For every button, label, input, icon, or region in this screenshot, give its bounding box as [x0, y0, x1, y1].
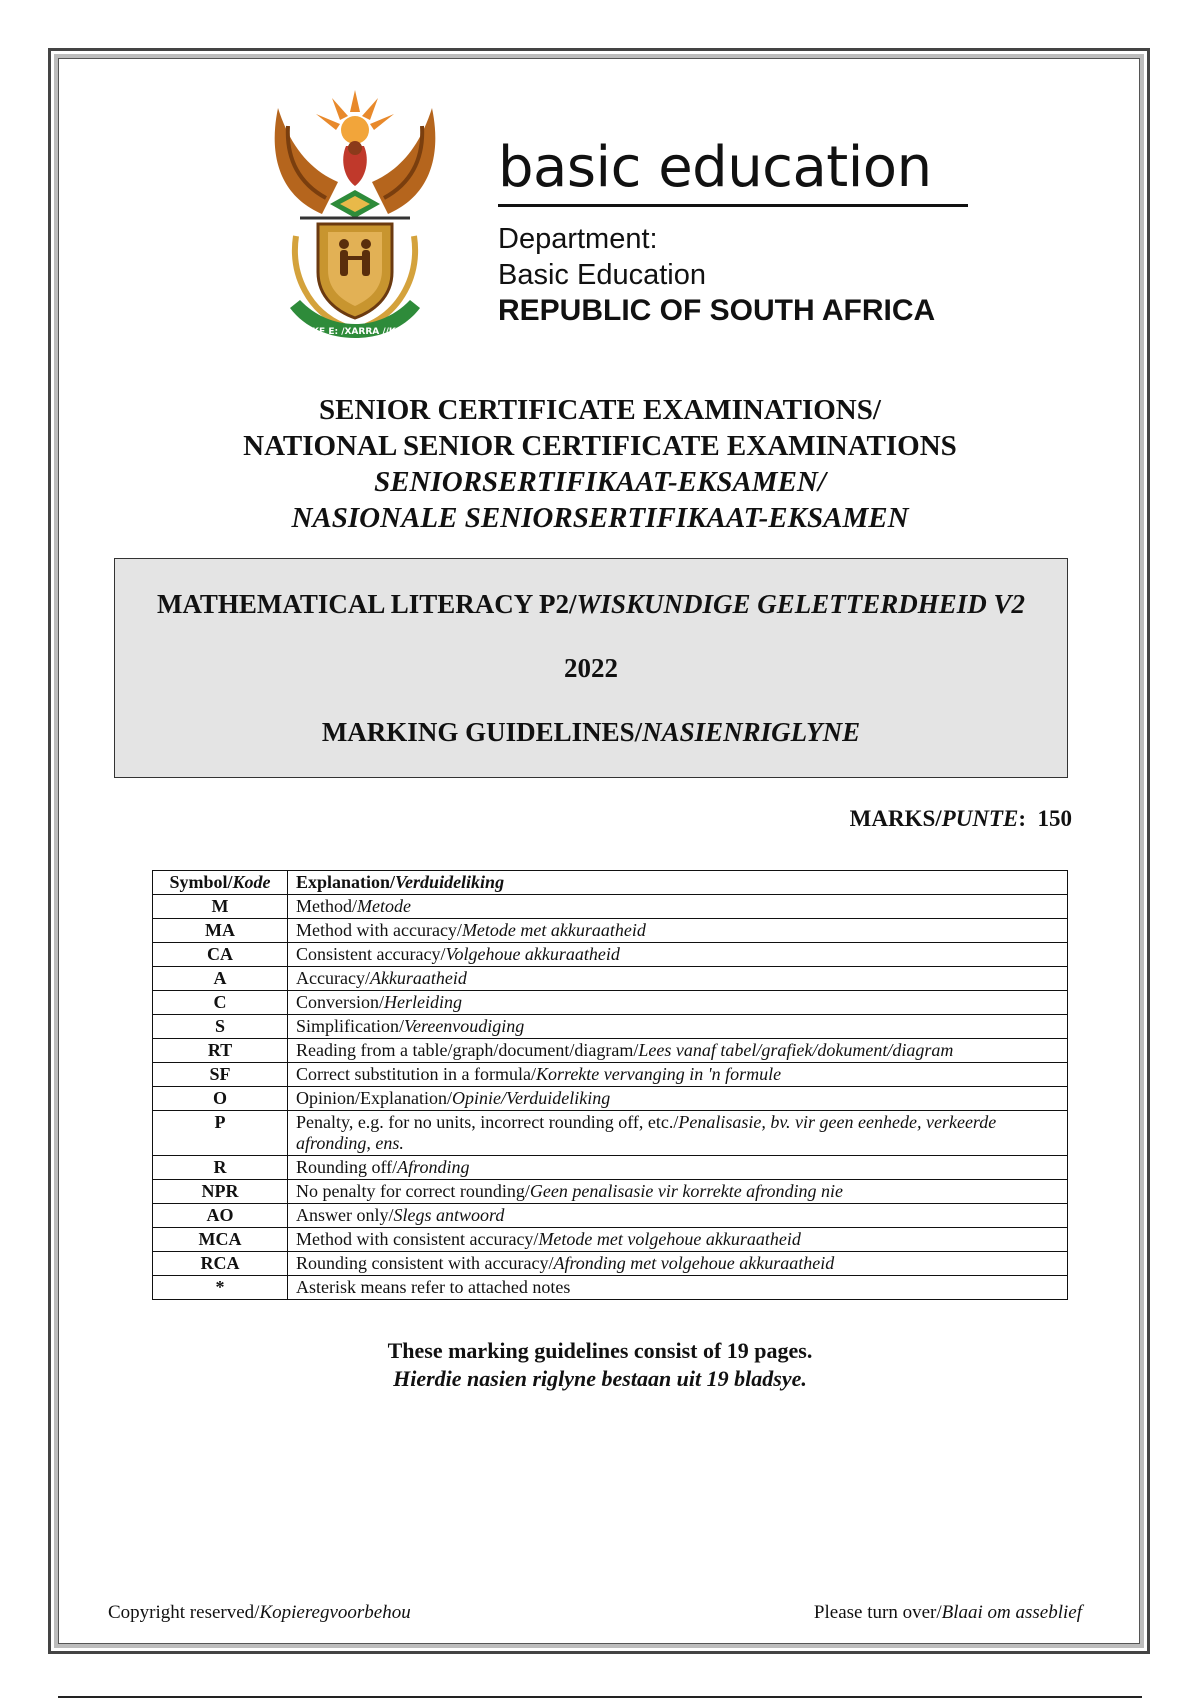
- legend-row: [153, 1252, 1068, 1276]
- legend-explanation-af: Slegs antwoord: [393, 1205, 505, 1225]
- legend-symbol: O: [153, 1087, 288, 1111]
- legend-explanation-en: Correct substitution in a formula/: [296, 1064, 536, 1084]
- legend-row: [153, 895, 1068, 919]
- legend-explanation: [288, 1228, 1068, 1252]
- legend-explanation-en: Opinion/Explanation/: [296, 1088, 452, 1108]
- legend-explanation-af: Akkuraatheid: [369, 968, 467, 988]
- turn-over-af: Blaai om asseblief: [941, 1602, 1082, 1623]
- legend-row: [153, 1111, 1068, 1156]
- legend-explanation: [288, 1204, 1068, 1228]
- legend-explanation: [288, 1087, 1068, 1111]
- legend-explanation-af: Volgehoue akkuraatheid: [445, 944, 620, 964]
- header-expl-af: Verduideliking: [395, 872, 505, 892]
- legend-explanation: [288, 1039, 1068, 1063]
- legend-row: [153, 1015, 1068, 1039]
- guidelines-title: [115, 717, 1067, 748]
- guidelines-en: MARKING GUIDELINES/: [321, 717, 643, 747]
- legend-explanation-af: Herleiding: [384, 992, 462, 1012]
- legend-symbol: SF: [153, 1063, 288, 1087]
- legend-symbol: MA: [153, 919, 288, 943]
- subject-title: [115, 589, 1067, 620]
- legend-symbol: CA: [153, 943, 288, 967]
- legend-row: [153, 1063, 1068, 1087]
- exam-title-af-2: NASIONALE SENIORSERTIFIKAAT-EKSAMEN: [291, 502, 909, 534]
- legend-explanation-af: Lees vanaf tabel/grafiek/dokument/diagram: [638, 1040, 954, 1060]
- brand-block: [498, 135, 978, 329]
- marks-label-en: MARKS/: [849, 806, 942, 831]
- motto-text: !KE E: /XARRA //KE: [307, 327, 403, 337]
- legend-row: [153, 943, 1068, 967]
- legend-explanation-en: No penalty for correct rounding/: [296, 1181, 530, 1201]
- turn-over-note: [814, 1602, 1082, 1624]
- legend-explanation-en: Accuracy/: [296, 968, 370, 988]
- header-expl-en: Explanation/: [296, 872, 396, 892]
- legend-symbol: *: [153, 1276, 288, 1300]
- subject-box: [114, 558, 1068, 778]
- legend-symbol: S: [153, 1015, 288, 1039]
- legend-explanation-en: Rounding consistent with accuracy/: [296, 1253, 554, 1273]
- legend-explanation: [288, 919, 1068, 943]
- total-marks: MARKS/PUNTE: 150: [849, 806, 1072, 831]
- legend-symbol: M: [153, 895, 288, 919]
- copyright-en: Copyright reserved/: [108, 1602, 260, 1623]
- legend-explanation-en: Consistent accuracy/: [296, 944, 446, 964]
- legend-explanation-en: Method with consistent accuracy/: [296, 1229, 539, 1249]
- legend-header-row: [153, 871, 1068, 895]
- legend-explanation-en: Simplification/: [296, 1016, 404, 1036]
- header-symbol-en: Symbol/: [169, 872, 233, 892]
- legend-row: [153, 1228, 1068, 1252]
- legend-explanation: [288, 991, 1068, 1015]
- legend-symbol: P: [153, 1111, 288, 1156]
- legend-explanation-af: Afronding: [397, 1157, 470, 1177]
- subject-af: WISKUNDIGE GELETTERDHEID V2: [576, 589, 1026, 619]
- symbol-legend-table: [152, 870, 1068, 1300]
- legend-row: [153, 991, 1068, 1015]
- legend-explanation-en: Penalty, e.g. for no units, incorrect rounding off, etc./: [296, 1112, 679, 1132]
- legend-explanation-en: Conversion/: [296, 992, 384, 1012]
- legend-explanation-en: Method/: [296, 896, 357, 916]
- legend-explanation-af: Korrekte vervanging in 'n formule: [535, 1064, 782, 1084]
- legend-symbol: RT: [153, 1039, 288, 1063]
- pages-note-en: These marking guidelines consist of 19 pages.: [387, 1338, 813, 1363]
- legend-explanation: [288, 1111, 1068, 1156]
- legend-explanation-en: Answer only/: [296, 1205, 394, 1225]
- legend-explanation-en: Method with accuracy/: [296, 920, 462, 940]
- legend-explanation: [288, 1156, 1068, 1180]
- legend-explanation-af: Afronding met volgehoue akkuraatheid: [553, 1253, 835, 1273]
- brand-title: basic education: [498, 135, 932, 200]
- legend-row: [153, 1276, 1068, 1300]
- legend-explanation: [288, 1015, 1068, 1039]
- legend-explanation-af: Metode met akkuraatheid: [461, 920, 646, 940]
- legend-explanation-af: Vereenvoudiging: [404, 1016, 525, 1036]
- legend-row: [153, 967, 1068, 991]
- exam-year: 2022: [564, 653, 618, 683]
- exam-title-af-1: SENIORSERTIFIKAAT-EKSAMEN/: [374, 466, 826, 498]
- legend-explanation-af: Opinie/Verduideliking: [451, 1088, 611, 1108]
- department-name: Basic Education: [498, 259, 706, 291]
- legend-explanation-af: Penalisasie, bv. vir geen eenhede, verkeerde afronding, ens.: [296, 1112, 997, 1153]
- legend-symbol: MCA: [153, 1228, 288, 1252]
- legend-explanation-af: Geen penalisasie vir korrekte afronding nie: [529, 1181, 844, 1201]
- legend-symbol: AO: [153, 1204, 288, 1228]
- legend-explanation: [288, 943, 1068, 967]
- legend-explanation: [288, 967, 1068, 991]
- bottom-divider: [58, 1696, 1142, 1698]
- legend-explanation: [288, 895, 1068, 919]
- legend-symbol: RCA: [153, 1252, 288, 1276]
- brand-divider: [498, 204, 968, 207]
- exam-title-en-1: SENIOR CERTIFICATE EXAMINATIONS/: [319, 394, 881, 426]
- legend-explanation-af: Metode: [357, 896, 411, 916]
- guidelines-af: NASIENRIGLYNE: [642, 717, 861, 747]
- legend-row: [153, 1039, 1068, 1063]
- legend-header-symbol: [153, 871, 288, 895]
- exam-title-en-2: NATIONAL SENIOR CERTIFICATE EXAMINATIONS: [243, 430, 957, 462]
- marks-label-af: PUNTE: [941, 806, 1019, 831]
- legend-header-explanation: [288, 871, 1068, 895]
- legend-explanation-en: Reading from a table/graph/document/diagram/: [296, 1040, 639, 1060]
- country-name: REPUBLIC OF SOUTH AFRICA: [498, 294, 936, 327]
- legend-explanation-en: Rounding off/: [296, 1157, 398, 1177]
- legend-explanation: [288, 1252, 1068, 1276]
- legend-symbol: NPR: [153, 1180, 288, 1204]
- turn-over-en: Please turn over/: [813, 1602, 942, 1623]
- department-header: [250, 78, 990, 358]
- legend-explanation: [288, 1063, 1068, 1087]
- legend-row: [153, 1180, 1068, 1204]
- legend-symbol: C: [153, 991, 288, 1015]
- legend-body: [153, 895, 1068, 1300]
- legend-explanation: [288, 1276, 1068, 1300]
- legend-explanation-af: Metode met volgehoue akkuraatheid: [538, 1229, 801, 1249]
- pages-note-af: Hierdie nasien riglyne bestaan uit 19 bladsye.: [393, 1366, 807, 1391]
- legend-row: [153, 1087, 1068, 1111]
- legend-symbol: R: [153, 1156, 288, 1180]
- legend-row: [153, 1156, 1068, 1180]
- header-symbol-af: Kode: [232, 872, 271, 892]
- legend-symbol: A: [153, 967, 288, 991]
- copyright-note: [108, 1602, 411, 1624]
- subject-en: MATHEMATICAL LITERACY P2/: [156, 589, 577, 619]
- legend-row: [153, 919, 1068, 943]
- coat-of-arms-icon: [260, 86, 450, 344]
- department-label: Department:: [498, 223, 658, 255]
- copyright-af: Kopieregvoorbehou: [259, 1602, 411, 1623]
- legend-explanation-en: Asterisk means refer to attached notes: [296, 1277, 571, 1297]
- legend-explanation: [288, 1180, 1068, 1204]
- marks-value: 150: [1037, 806, 1072, 831]
- legend-row: [153, 1204, 1068, 1228]
